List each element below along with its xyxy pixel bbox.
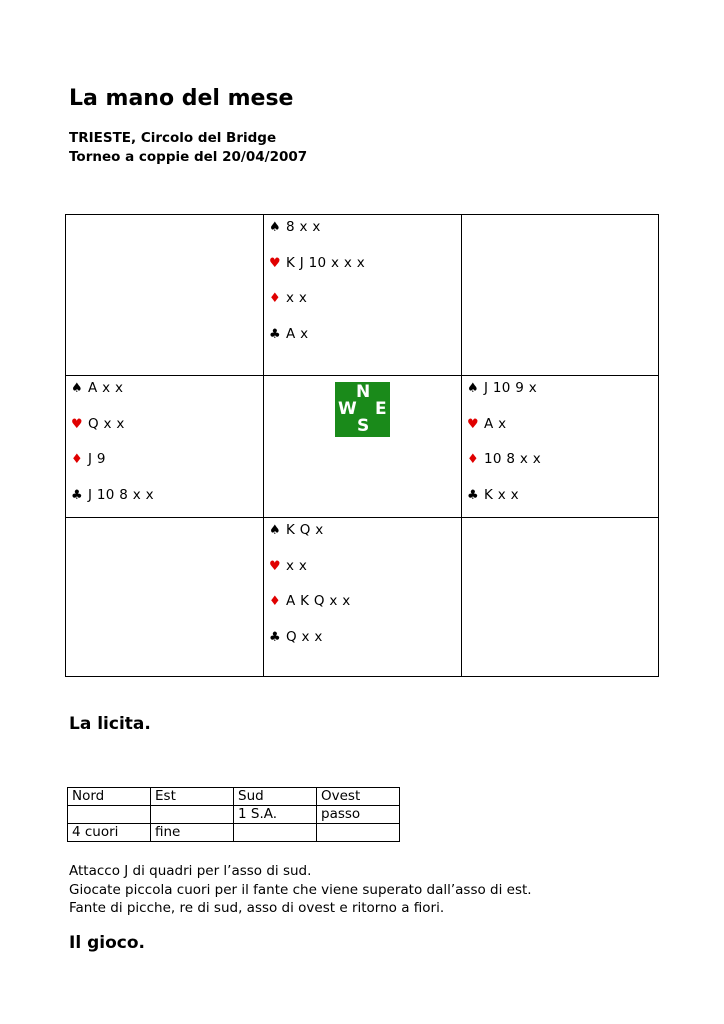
empty-cell [65,214,264,376]
card-holding: J 10 9 x [484,380,538,396]
compass-south: S [357,416,370,436]
spade-icon: ♠ [269,523,281,538]
heart-icon: ♥ [71,416,83,432]
text-line: Fante di picche, re di sud, asso di ovest e ritorno a fiori. [69,900,445,916]
table-row [68,806,400,824]
west-diamonds [71,449,154,485]
empty-cell [461,517,659,677]
club-icon: ♣ [467,487,479,503]
west-spades [71,378,154,414]
north-cell [263,214,462,376]
south-diamonds [269,591,351,627]
north-clubs [269,324,365,360]
spade-icon: ♠ [269,220,281,235]
card-holding: K J 10 x x x [286,254,366,271]
diamond-icon: ♦ [467,452,479,467]
card-holding: K x x [484,486,519,503]
bid-cell: fine [151,824,234,842]
play-description [69,862,532,918]
card-holding: Q x x [88,415,125,432]
bid-cell: 1 S.A. [234,806,317,824]
south-hearts [269,556,351,592]
bidding-table [67,787,400,842]
empty-cell [461,214,659,376]
bid-cell [151,806,234,824]
card-holding: A x [484,415,507,432]
spade-icon: ♠ [71,381,83,396]
bid-cell [234,824,317,842]
diamond-icon: ♦ [269,291,281,306]
card-holding: J 10 8 x x [88,486,154,503]
card-holding: A K Q x x [286,593,351,609]
card-holding: 8 x x [286,219,321,235]
east-diamonds [467,449,541,485]
card-holding: A x x [88,380,124,396]
compass-north: N [356,382,371,402]
compass-west: W [338,399,357,419]
page-title: La mano del mese [69,86,294,111]
south-spades [269,520,351,556]
north-hand [269,217,365,359]
card-holding: 10 8 x x [484,451,542,467]
west-cell [65,375,264,518]
section-heading-gioco: Il gioco. [69,933,145,953]
card-holding: A x [286,325,309,342]
east-cell [461,375,659,518]
south-cell [263,517,462,677]
header-est: Est [151,788,234,806]
header-ovest: Ovest [317,788,400,806]
east-spades [467,378,541,414]
empty-cell [65,517,264,677]
heart-icon: ♥ [269,255,281,271]
bid-cell: 4 cuori [68,824,151,842]
west-clubs [71,485,154,521]
east-hearts [467,414,541,450]
bid-cell [68,806,151,824]
header-sud: Sud [234,788,317,806]
east-clubs [467,485,541,521]
header-nord: Nord [68,788,151,806]
card-holding: x x [286,290,308,306]
north-spades [269,217,365,253]
heart-icon: ♥ [467,416,479,432]
spade-icon: ♠ [467,381,479,396]
bid-cell [317,824,400,842]
bid-cell: passo [317,806,400,824]
diamond-icon: ♦ [269,594,281,609]
card-holding: K Q x [286,522,324,538]
north-hearts [269,253,365,289]
club-icon: ♣ [269,629,281,645]
south-hand [269,520,351,662]
text-line: Attacco J di quadri per l’asso di sud. [69,863,312,879]
north-diamonds [269,288,365,324]
event-location: TRIESTE, Circolo del Bridge [69,130,277,146]
east-hand [467,378,541,520]
west-hearts [71,414,154,450]
card-holding: J 9 [88,451,106,467]
west-hand [71,378,154,520]
table-row [68,824,400,842]
deal-diagram [65,214,659,677]
card-holding: x x [286,557,308,574]
compass-icon [335,382,390,437]
heart-icon: ♥ [269,558,281,574]
club-icon: ♣ [71,487,83,503]
diamond-icon: ♦ [71,452,83,467]
center-cell [263,375,462,518]
card-holding: Q x x [286,628,323,645]
text-line: Giocate piccola cuori per il fante che viene superato dall’asso di est. [69,881,532,898]
event-date: Torneo a coppie del 20/04/2007 [69,149,308,165]
south-clubs [269,627,351,663]
compass-east: E [375,399,387,419]
club-icon: ♣ [269,326,281,342]
section-heading-licita: La licita. [69,714,151,734]
table-header-row [68,788,400,806]
